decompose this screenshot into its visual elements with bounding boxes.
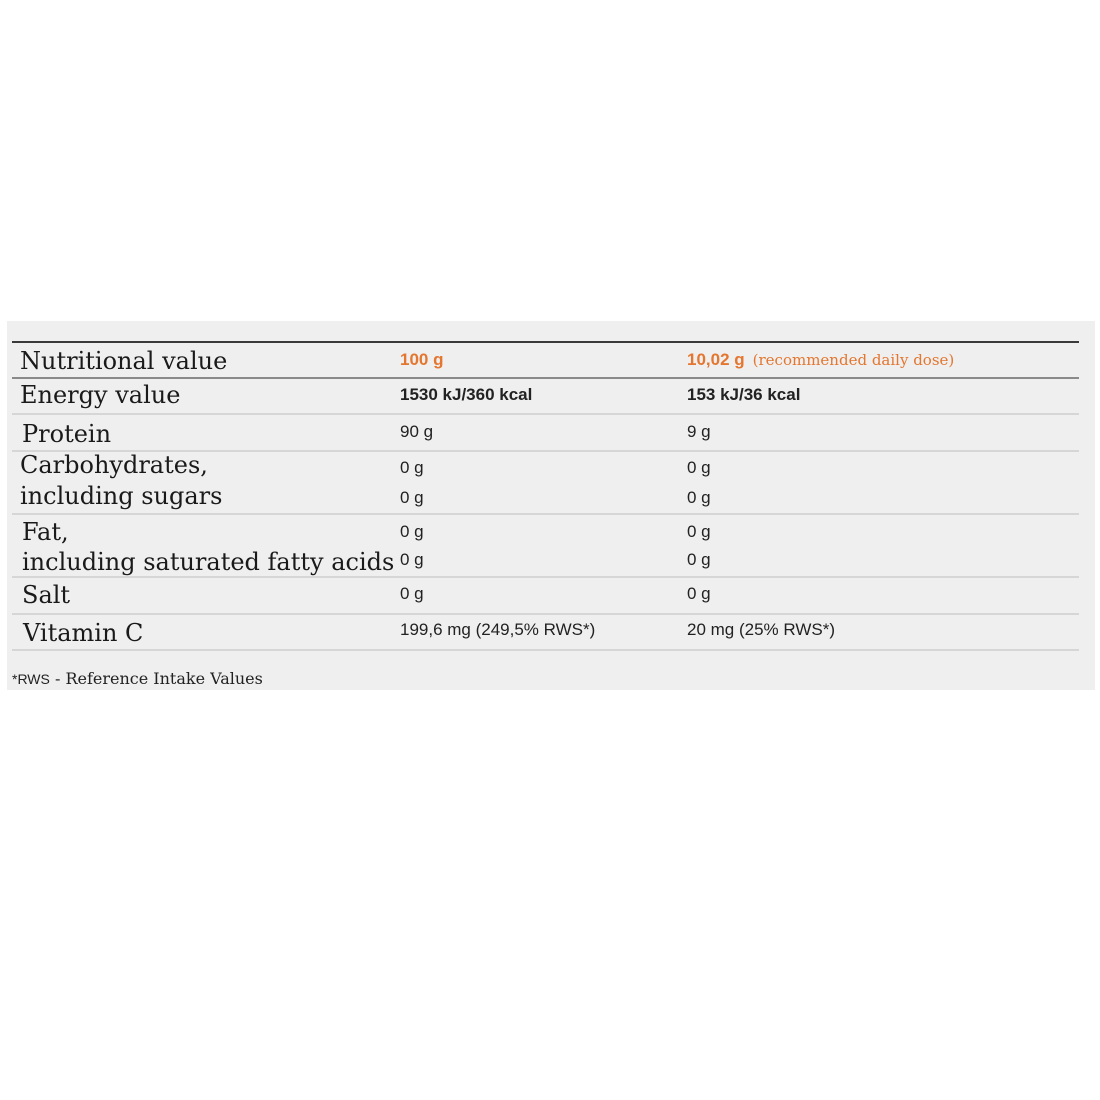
- nutrition-panel: [7, 321, 1095, 690]
- header-label: Nutritional value: [20, 347, 228, 375]
- row-value-carbohydrates-100g: 0 g: [400, 458, 424, 477]
- header-col-dose-note: (recommended daily dose): [752, 351, 955, 369]
- row-value-vitamin-c-dose: 20 mg (25% RWS*): [687, 620, 836, 639]
- row-label-sugars: including sugars: [20, 482, 223, 510]
- row-value-sugars-dose: 0 g: [687, 488, 711, 507]
- header-col-dose-value: 10,02 g: [687, 350, 745, 369]
- row-value-protein-100g: 90 g: [400, 422, 434, 441]
- row-label-protein: Protein: [22, 420, 112, 448]
- table-row: [12, 515, 1079, 578]
- row-value-vitamin-c-100g: 199,6 mg (249,5% RWS*): [400, 620, 596, 639]
- row-label-saturated-fatty-acids: including saturated fatty acids: [22, 548, 395, 576]
- row-value-salt-100g: 0 g: [400, 584, 424, 603]
- footnote-text: - Reference Intake Values: [49, 669, 263, 688]
- header-col-dose: [687, 345, 954, 375]
- row-value-saturated-100g: 0 g: [400, 550, 424, 569]
- table-row: [12, 615, 1079, 651]
- row-value-protein-dose: 9 g: [687, 422, 711, 441]
- footnote: [12, 669, 263, 689]
- row-label-carbohydrates: Carbohydrates,: [20, 451, 208, 479]
- row-value-carbohydrates-dose: 0 g: [687, 458, 711, 477]
- row-value-fat-100g: 0 g: [400, 522, 424, 541]
- row-value-energy-100g: 1530 kJ/360 kcal: [400, 385, 533, 404]
- row-value-sugars-100g: 0 g: [400, 488, 424, 507]
- row-value-saturated-dose: 0 g: [687, 550, 711, 569]
- row-label-vitamin-c: Vitamin C: [23, 619, 144, 647]
- footnote-abbreviation: *RWS: [12, 671, 50, 687]
- row-label-fat: Fat,: [22, 518, 69, 546]
- row-value-energy-dose: 153 kJ/36 kcal: [687, 385, 801, 404]
- header-col-100g: 100 g: [400, 350, 444, 369]
- table-header-row: [12, 343, 1079, 379]
- table-row: [12, 452, 1079, 515]
- row-label-salt: Salt: [22, 581, 71, 609]
- table-row: [12, 578, 1079, 615]
- row-label-energy: Energy value: [20, 381, 181, 409]
- row-value-fat-dose: 0 g: [687, 522, 711, 541]
- nutrition-table: [12, 341, 1079, 651]
- table-row: [12, 379, 1079, 415]
- row-value-salt-dose: 0 g: [687, 584, 711, 603]
- table-row: [12, 415, 1079, 452]
